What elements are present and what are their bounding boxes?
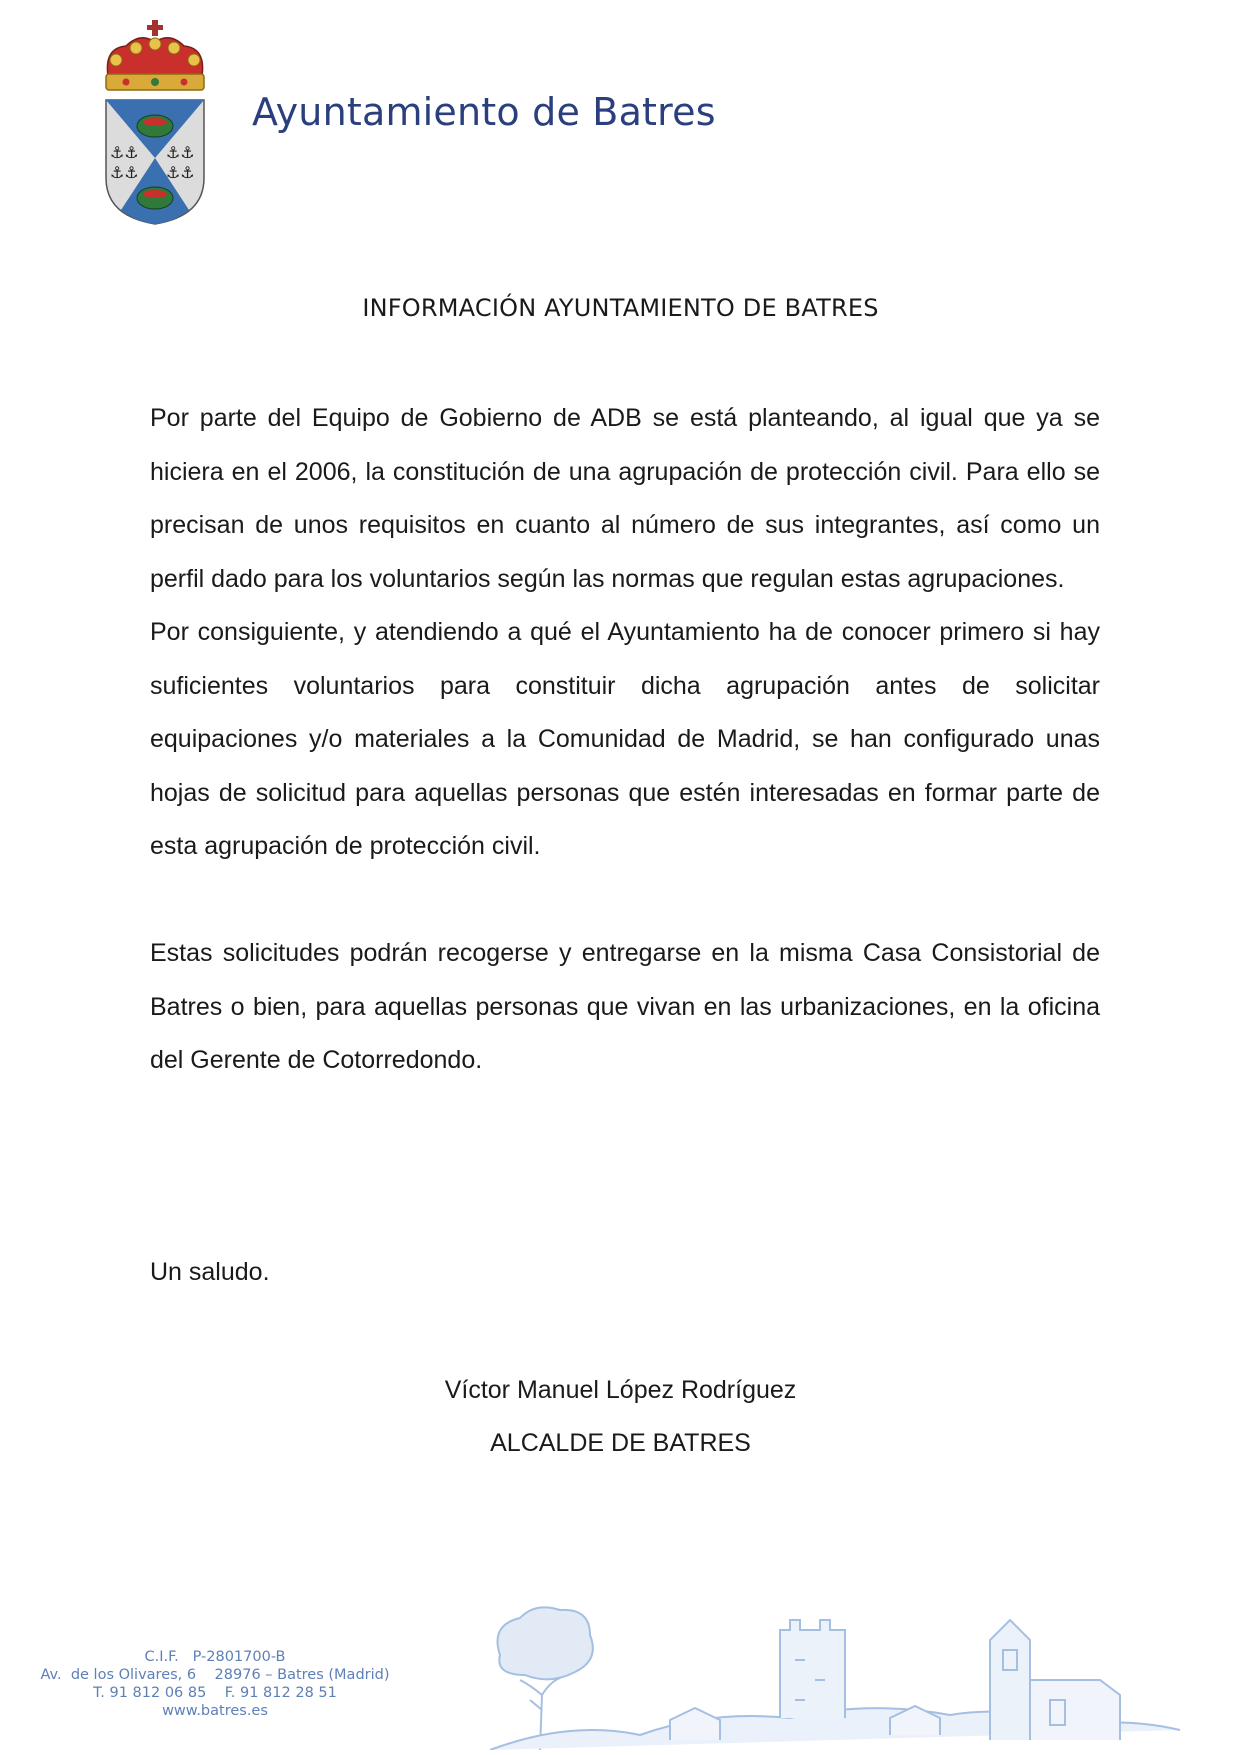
organization-name: Ayuntamiento de Batres: [252, 90, 716, 134]
svg-text:⚓⚓: ⚓⚓: [110, 143, 139, 162]
document-title: INFORMACIÓN AYUNTAMIENTO DE BATRES: [362, 294, 879, 322]
coat-of-arms-icon: [96, 18, 214, 228]
paragraph-spacer: [150, 874, 1100, 928]
svg-text:⚓⚓: ⚓⚓: [110, 163, 139, 182]
village-landscape-icon: [490, 1600, 1180, 1750]
signature-block: [0, 1364, 1241, 1470]
footer-address: Av. de los Olivares, 6 28976 – Batres (Madrid): [40, 1667, 390, 1683]
svg-text:⚓⚓: ⚓⚓: [166, 143, 195, 162]
footer-contact: [20, 1648, 410, 1720]
footer-website[interactable]: www.batres.es: [162, 1703, 268, 1719]
paragraph-3: Estas solicitudes podrán recogerse y entregarse en la misma Casa Consistorial de Batres o bien, para aquellas personas que vivan en las urbanizaciones, en la oficina del Gerente de Cotorredondo.: [150, 939, 1100, 1074]
document-body: [150, 392, 1100, 1088]
signatory-title: ALCALDE DE BATRES: [490, 1429, 751, 1457]
paragraph-1: Por parte del Equipo de Gobierno de ADB se está planteando, al igual que ya se hiciera en el 2006, la constitución de una agrupación de protección civil. Para ello se precisan de unos requisitos en cuanto al número de sus integrantes, así como un perfil dado para los voluntarios según las normas que regulan estas agrupaciones.: [150, 404, 1100, 593]
svg-text:⚓⚓: ⚓⚓: [166, 163, 195, 182]
footer-cif: C.I.F. P-2801700-B: [144, 1649, 286, 1665]
signatory-name: Víctor Manuel López Rodríguez: [444, 1376, 797, 1404]
footer-phones: T. 91 812 06 85 F. 91 812 28 51: [93, 1685, 337, 1701]
paragraph-2: Por consiguiente, y atendiendo a qué el Ayuntamiento ha de conocer primero si hay suficientes voluntarios para constituir dicha agrupación antes de solicitar equipaciones y/o materiales a la Comunidad de Madrid, se han configurado unas hojas de solicitud para aquellas personas que estén interesadas en formar parte de esta agrupación de protección civil.: [150, 618, 1100, 860]
closing-greeting: Un saludo.: [150, 1258, 270, 1286]
